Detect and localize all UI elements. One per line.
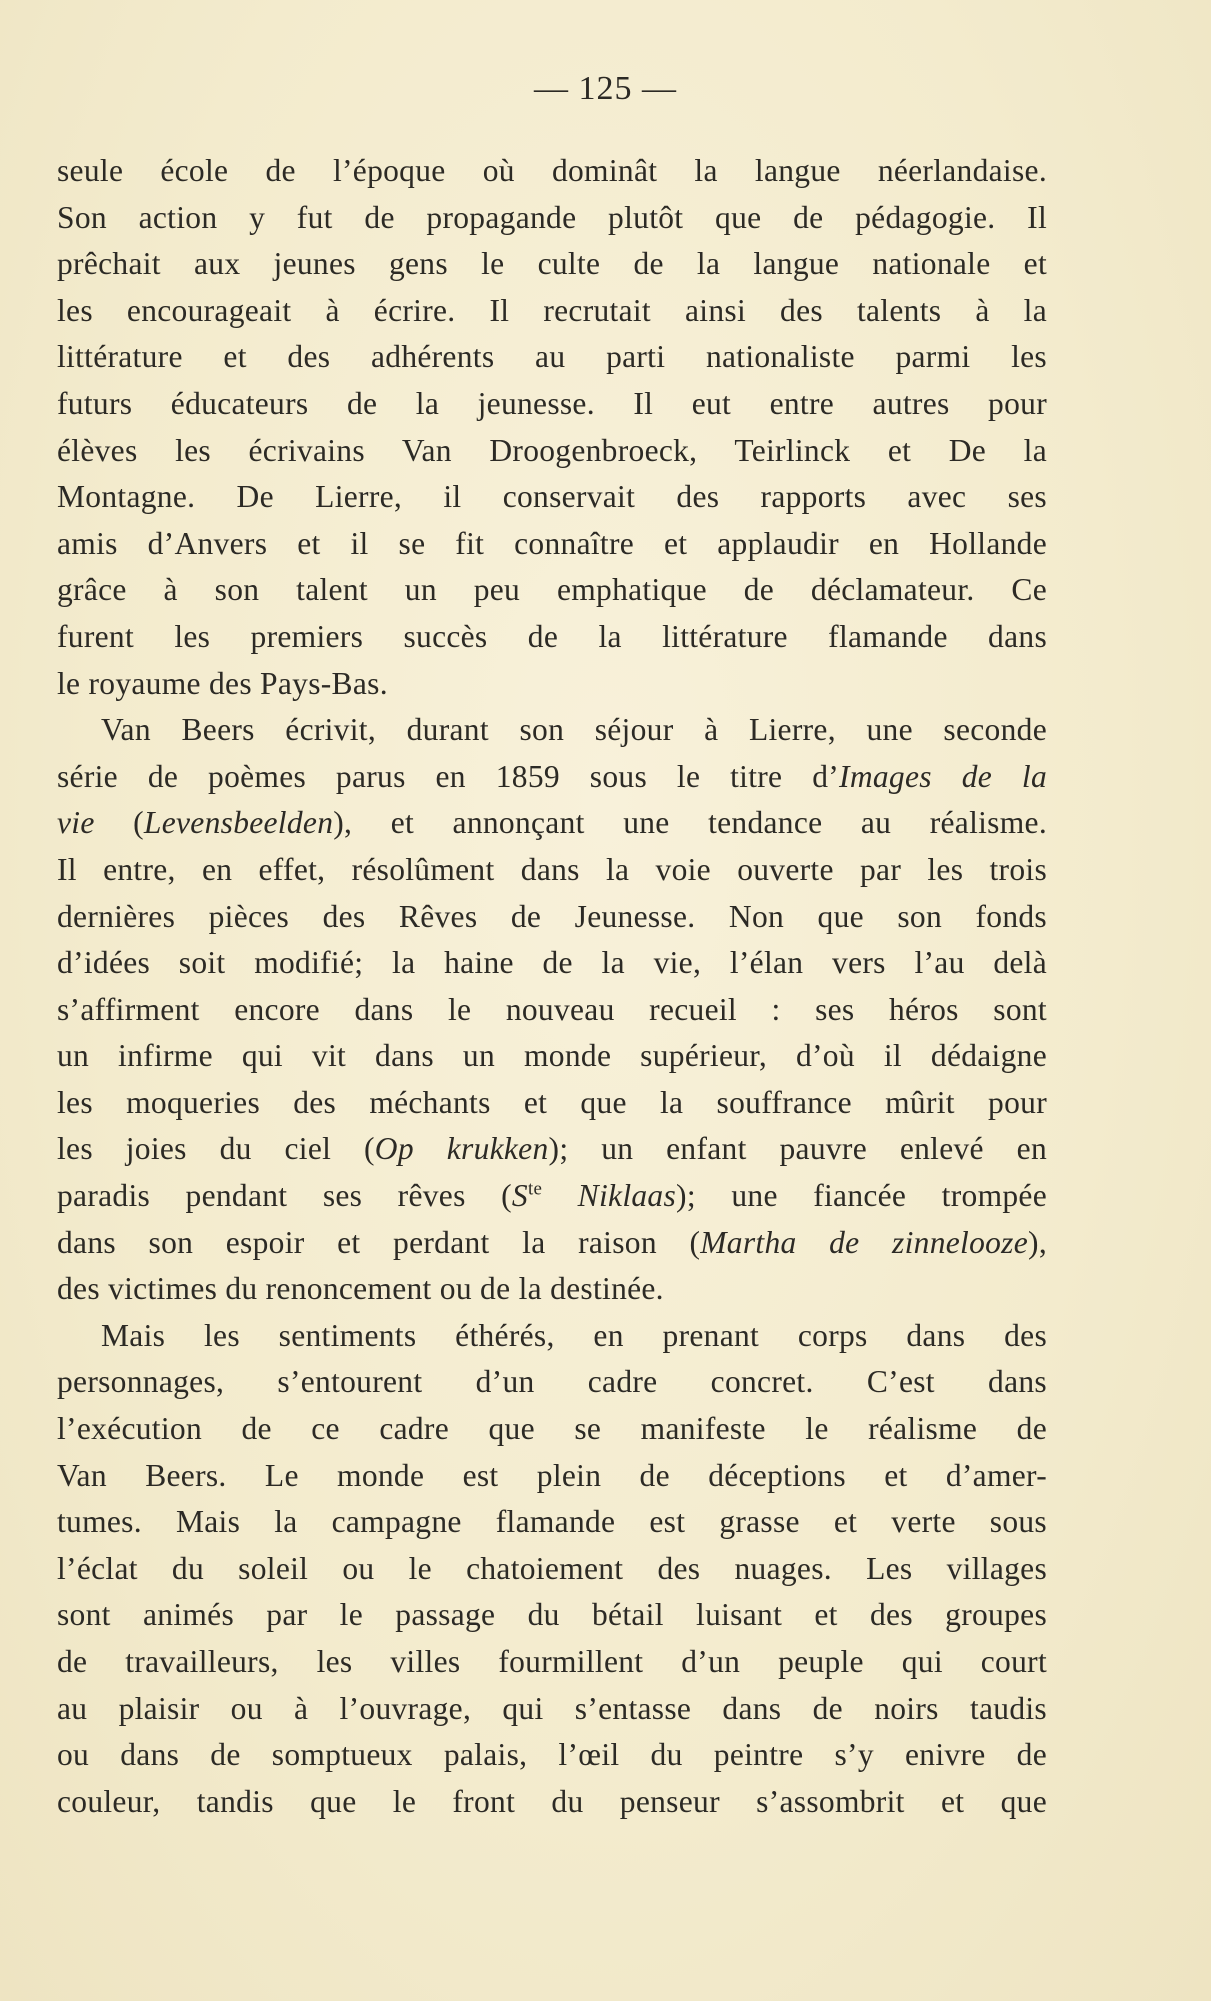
text-run: des victimes du renoncement ou de la destinée. [57, 1271, 664, 1307]
text-line [57, 1080, 1047, 1127]
italic-text: Op krukken [374, 1131, 549, 1167]
text-line [57, 661, 1047, 708]
text-run: ), et annonçant une tendance au réalisme. [333, 805, 1047, 841]
text-run: les moqueries des méchants et que la souffrance mûrit pour [57, 1084, 1047, 1120]
text-line [57, 148, 1047, 195]
text-run: série de poèmes parus en 1859 sous le titre d’ [57, 758, 840, 794]
italic-text: Niklaas [542, 1178, 677, 1214]
text-run: littérature et des adhérents au parti nationaliste parmi les [57, 339, 1047, 375]
text-run: les joies du ciel ( [57, 1131, 375, 1167]
text-line [57, 195, 1047, 242]
text-line [57, 1732, 1047, 1779]
text-line [57, 987, 1047, 1034]
text-run: d’idées soit modifié; la haine de la vie, l’élan vers l’au delà [57, 945, 1047, 981]
text-run: de travailleurs, les villes fourmillent d’un peuple qui court [57, 1644, 1047, 1679]
text-run: au plaisir ou à l’ouvrage, qui s’entasse dans de noirs taudis [57, 1690, 1047, 1726]
text-line [57, 1546, 1047, 1593]
text-line [57, 754, 1047, 801]
text-run: Montagne. De Lierre, il conservait des rapports avec ses [57, 479, 1047, 515]
text-run: les encourageait à écrire. Il recrutait ainsi des talents à la [57, 292, 1047, 328]
text-line [57, 1406, 1047, 1453]
text-line [57, 521, 1047, 568]
text-line [57, 567, 1047, 614]
text-run: furent les premiers succès de la littérature flamande dans [57, 618, 1047, 654]
text-line [57, 334, 1047, 381]
text-line [57, 1592, 1047, 1639]
text-run: ou dans de somptueux palais, l’œil du peintre s’y enivre de [57, 1737, 1047, 1773]
text-line [57, 1779, 1047, 1826]
italic-text: S [511, 1178, 528, 1214]
text-run: couleur, tandis que le front du penseur s’assombrit et que [57, 1783, 1047, 1819]
text-line [57, 847, 1047, 894]
text-line [57, 614, 1047, 661]
italic-text: vie [57, 805, 95, 841]
text-run: Il entre, en effet, résolûment dans la voie ouverte par les trois [57, 851, 1047, 887]
text-run: Van Beers écrivit, durant son séjour à Lierre, une seconde [101, 712, 1047, 748]
text-line [57, 1266, 1047, 1313]
text-line [57, 894, 1047, 941]
text-line [57, 1173, 1047, 1220]
text-run: ); une fiancée trompée [676, 1178, 1047, 1214]
text-line [57, 1126, 1047, 1173]
text-line [57, 1313, 1047, 1360]
body-text [57, 148, 1047, 1825]
text-run: un infirme qui vit dans un monde supérieur, d’où il dédaigne [57, 1038, 1047, 1074]
text-run: prêchait aux jeunes gens le culte de la langue nationale et [57, 246, 1047, 282]
text-run: amis d’Anvers et il se fit connaître et applaudir en Hollande [57, 525, 1047, 561]
text-line [57, 1220, 1047, 1267]
text-line [57, 1033, 1047, 1080]
text-run: Son action y fut de propagande plutôt que de pédagogie. Il [57, 199, 1047, 235]
text-line [57, 288, 1047, 335]
text-line [57, 428, 1047, 475]
italic-text: Images de la [839, 758, 1047, 794]
text-line [57, 474, 1047, 521]
text-line [57, 241, 1047, 288]
text-line [57, 1639, 1047, 1686]
text-line [57, 1453, 1047, 1500]
text-run: l’exécution de ce cadre que se manifeste le réalisme de [57, 1411, 1047, 1447]
text-run: ); un enfant pauvre enlevé en [548, 1131, 1048, 1167]
text-run: Mais les sentiments éthérés, en prenant corps dans des [101, 1317, 1047, 1353]
text-line [57, 1359, 1047, 1406]
text-run: futurs éducateurs de la jeunesse. Il eut entre autres pour [57, 385, 1047, 421]
text-line [57, 1499, 1047, 1546]
text-line [57, 707, 1047, 754]
text-line [57, 940, 1047, 987]
text-run: personnages, s’entourent d’un cadre concret. C’est dans [57, 1364, 1047, 1400]
text-run: ( [94, 805, 144, 841]
text-run: sont animés par le passage du bétail luisant et des groupes [57, 1597, 1047, 1633]
text-line [57, 800, 1047, 847]
text-run: s’affirment encore dans le nouveau recueil : ses héros sont [57, 991, 1047, 1027]
page-number: — 125 — [534, 70, 677, 107]
text-run: dans son espoir et perdant la raison ( [57, 1224, 701, 1260]
text-run: élèves les écrivains Van Droogenbroeck, Teirlinck et De la [57, 432, 1047, 468]
text-run: le royaume des Pays-Bas. [57, 665, 388, 701]
superscript-text: te [527, 1178, 543, 1200]
text-run: dernières pièces des Rêves de Jeunesse. Non que son fonds [57, 898, 1047, 934]
text-run: paradis pendant ses rêves ( [57, 1178, 512, 1214]
text-run: tumes. Mais la campagne flamande est grasse et verte sous [57, 1504, 1047, 1540]
italic-text: Levensbeelden [143, 805, 334, 841]
text-line [57, 1686, 1047, 1733]
text-run: ), [1028, 1224, 1047, 1260]
text-run: grâce à son talent un peu emphatique de déclamateur. Ce [57, 572, 1047, 608]
text-run: seule école de l’époque où dominât la langue néerlandaise. [57, 153, 1047, 188]
text-run: Van Beers. Le monde est plein de déceptions et d’amer- [57, 1457, 1047, 1493]
text-line [57, 381, 1047, 428]
italic-text: Martha de zinnelooze [700, 1224, 1029, 1260]
text-run: l’éclat du soleil ou le chatoiement des nuages. Les villages [57, 1550, 1047, 1586]
